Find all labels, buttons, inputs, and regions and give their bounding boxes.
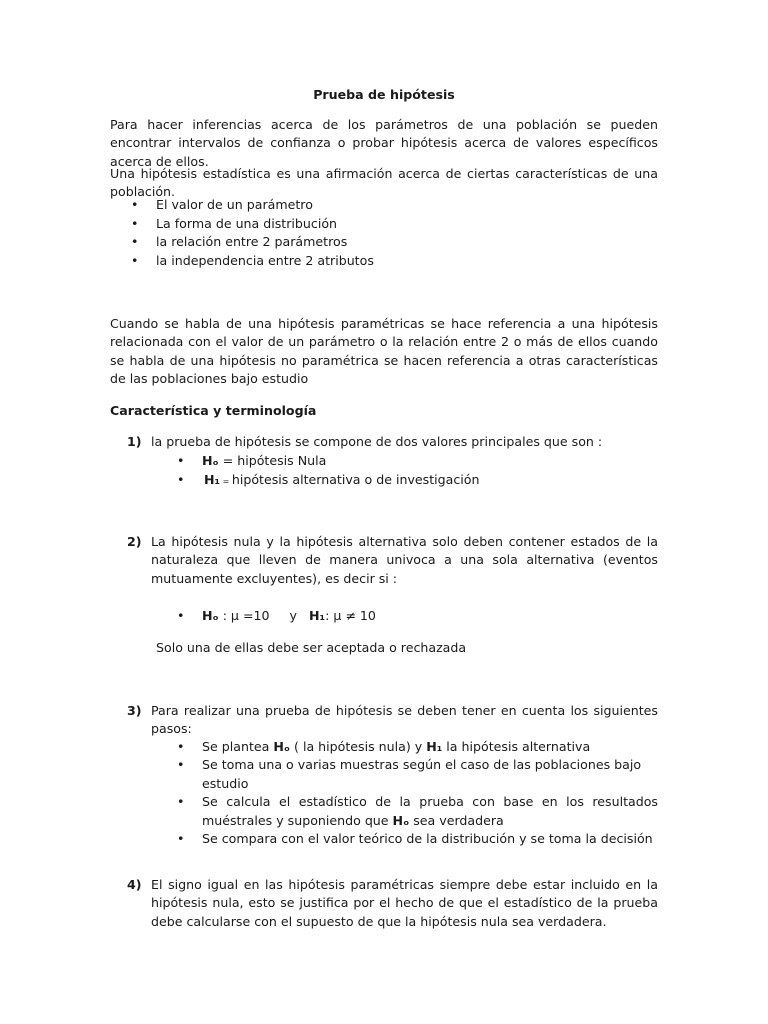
- item-number-2: 2): [127, 534, 142, 549]
- list-item: • la relación entre 2 parámetros: [110, 233, 658, 252]
- h0-definition: = hipótesis Nula: [218, 453, 327, 468]
- steps-list: [151, 738, 658, 848]
- bullet-icon: •: [177, 794, 185, 810]
- h0-expression: : μ =10 y: [218, 608, 310, 623]
- h1-definition: hipótesis alternativa o de investigación: [231, 472, 480, 488]
- list-item: [151, 452, 658, 470]
- list-item: • El valor de un parámetro: [110, 196, 658, 215]
- h0-symbol: Hₒ: [202, 453, 219, 468]
- intro-paragraph-2: Una hipótesis estadística es una afirmación acerca de ciertas características de una población.: [110, 166, 658, 200]
- list-item: • La forma de una distribución: [110, 215, 658, 234]
- list-item: • Se compara con el valor teórico de la distribución y se toma la decisión: [151, 830, 658, 848]
- h0-symbol: Hₒ: [202, 608, 219, 623]
- list-item: [151, 471, 658, 491]
- list-item: • Se plantea Hₒ ( la hipótesis nula) y H₁ la hipótesis alternativa: [151, 738, 658, 756]
- item-number-4: 4): [127, 877, 142, 892]
- bullet-icon: •: [177, 757, 185, 773]
- item-text-4: El signo igual en las hipótesis paramétricas siempre debe estar incluido en la hipótesis nula, esto se justifica por el hecho de que el estadístico de la prueba debe calcularse con el supuesto de que la hipótesis nula sea verdadera.: [151, 877, 658, 929]
- bullet-icon: •: [131, 197, 139, 212]
- bullet-icon: •: [177, 831, 185, 847]
- bullet-icon: •: [131, 234, 139, 250]
- list-item: • Se calcula el estadístico de la prueba con base en los resultados muéstrales y suponiendo que Hₒ sea verdadera: [177, 794, 658, 828]
- item-number-1: 1): [127, 434, 142, 449]
- bullet-icon: •: [177, 453, 185, 468]
- list-item: • Se toma una o varias muestras según el caso de las poblaciones bajo estudio: [177, 757, 642, 791]
- bullet-icon: •: [177, 739, 185, 754]
- section-heading: Característica y terminología: [110, 403, 317, 418]
- item-number-3: 3): [127, 703, 142, 718]
- list-item: • la independencia entre 2 atributos: [110, 252, 658, 271]
- h1-equals: =: [220, 477, 232, 487]
- item-text-1: la prueba de hipótesis se compone de dos valores principales que son :: [151, 434, 603, 449]
- item-text-2: La hipótesis nula y la hipótesis alternativa solo deben contener estados de la naturaleza que lleven de manera univoca a una sola alternativa (eventos mutuamente excluyentes), es decir si :: [151, 534, 658, 586]
- h1-expression: : μ ≠ 10: [325, 608, 376, 623]
- parametric-paragraph: Cuando se habla de una hipótesis paramétricas se hace referencia a una hipótesis relacionada con el valor de un parámetro o la relación entre 2 o más de ellos cuando se habla de una hipótesis no paramétrica se hacen referencia a otras características de las poblaciones bajo estudio: [110, 316, 658, 387]
- hypothesis-list: [151, 452, 658, 492]
- h1-symbol: H₁: [204, 472, 221, 488]
- h0-symbol: Hₒ: [273, 739, 291, 754]
- list-item: [151, 607, 658, 625]
- intro-paragraph-1: Para hacer inferencias acerca de los parámetros de una población se pueden encontrar intervalos de confianza o probar hipótesis acerca de valores específicos acerca de ellos.: [110, 117, 658, 169]
- item-2-note: Solo una de ellas debe ser aceptada o rechazada: [156, 640, 467, 655]
- bullet-icon: •: [131, 215, 139, 231]
- characteristics-list: [110, 196, 658, 270]
- bullet-icon: •: [177, 472, 185, 488]
- h1-symbol: H₁: [426, 739, 443, 754]
- bullet-icon: •: [177, 608, 185, 623]
- h0-symbol: Hₒ: [392, 812, 410, 828]
- hypothesis-example-list: [151, 607, 658, 625]
- page-title: Prueba de hipótesis: [313, 87, 455, 102]
- bullet-icon: •: [131, 252, 139, 268]
- h1-symbol: H₁: [309, 608, 326, 623]
- item-text-3: Para realizar una prueba de hipótesis se deben tener en cuenta los siguientes pasos:: [151, 703, 658, 737]
